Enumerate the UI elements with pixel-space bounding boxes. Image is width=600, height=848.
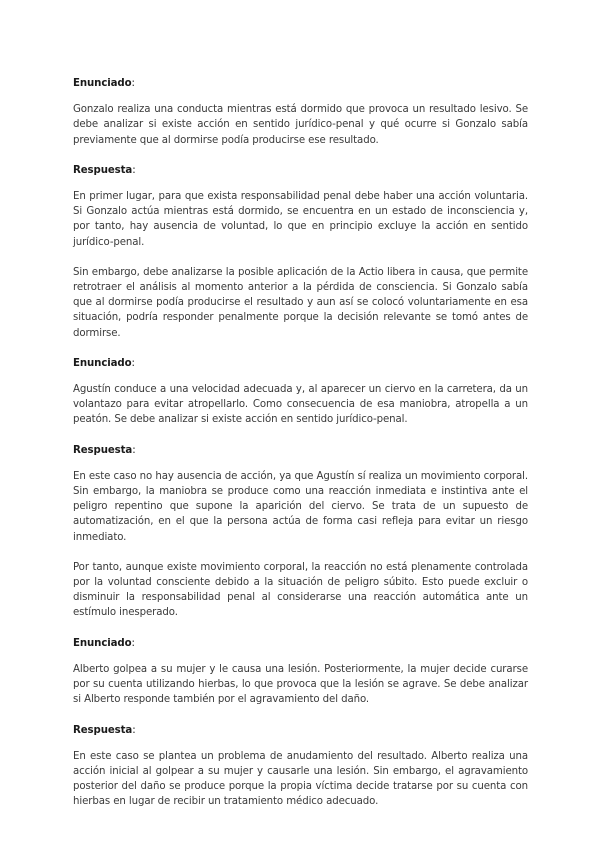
- section-heading: Respuesta:: [73, 444, 136, 456]
- section-heading: Enunciado:: [73, 357, 135, 369]
- section-heading: Enunciado:: [73, 637, 135, 649]
- section-paragraph: Por tanto, aunque existe movimiento corporal, la reacción no está plenamente controlada por la voluntad consciente debido a la situación de peligro súbito. Esto puede excluir o disminuir la responsabilidad penal al considerarse una reacción automática ante un estímulo inesperado.: [73, 561, 528, 619]
- section-paragraph: Gonzalo realiza una conducta mientras está dormido que provoca un resultado lesivo. Se debe analizar si existe acción en sentido jurídico-penal y qué ocurre si Gonzalo sabía previamente que al dormirse podía producirse ese resultado.: [73, 104, 528, 146]
- section-paragraph: Alberto golpea a su mujer y le causa una lesión. Posteriormente, la mujer decide curarse por su cuenta utilizando hierbas, lo que provoca que la lesión se agrave. Se debe analizar si Alberto responde también por el agravamiento del daño.: [73, 663, 528, 706]
- section-paragraph: Agustín conduce a una velocidad adecuada y, al aparecer un ciervo en la carretera, da un volantazo para evitar atropellarlo. Como consecuencia de esa maniobra, atropella a un peatón. Se debe analizar si existe acción en sentido jurídico-penal.: [73, 384, 528, 426]
- section-paragraph: En este caso no hay ausencia de acción, ya que Agustín sí realiza un movimiento corporal. Sin embargo, la maniobra se produce como una reacción inmediata e instintiva ante el peligro repentino que supone la aparición del ciervo. Se trata de un supuesto de automatización, en el que la persona actúa de forma casi refleja para evitar un riesgo inmediato.: [73, 470, 528, 543]
- section-heading: Respuesta:: [73, 164, 136, 176]
- section-paragraph: En primer lugar, para que exista responsabilidad penal debe haber una acción voluntaria. Si Gonzalo actúa mientras está dormido, se encuentra en un estado de inconsciencia y, por tanto, hay ausencia de voluntad, lo que en principio excluye la acción en sentido jurídico-penal.: [73, 191, 528, 248]
- section-heading: Respuesta:: [73, 724, 136, 736]
- document-page: [73, 76, 528, 810]
- section-heading: Enunciado:: [73, 78, 135, 89]
- section-paragraph: En este caso se plantea un problema de anudamiento del resultado. Alberto realiza una acción inicial al golpear a su mujer y causarle una lesión. Sin embargo, el agravamiento posterior del daño se produce porque la propia víctima decide tratarse por su cuenta con hierbas en lugar de recibir un tratamiento médico adecuado.: [73, 750, 528, 808]
- section-paragraph: Sin embargo, debe analizarse la posible aplicación de la Actio libera in causa, que permite retrotraer el análisis al momento anterior a la pérdida de consciencia. Si Gonzalo sabía que al dormirse podía producirse el resultado y aun así se colocó voluntariamente en esa situación, podría responder penalmente porque la decisión relevante se tomó antes de dormirse.: [73, 266, 528, 339]
